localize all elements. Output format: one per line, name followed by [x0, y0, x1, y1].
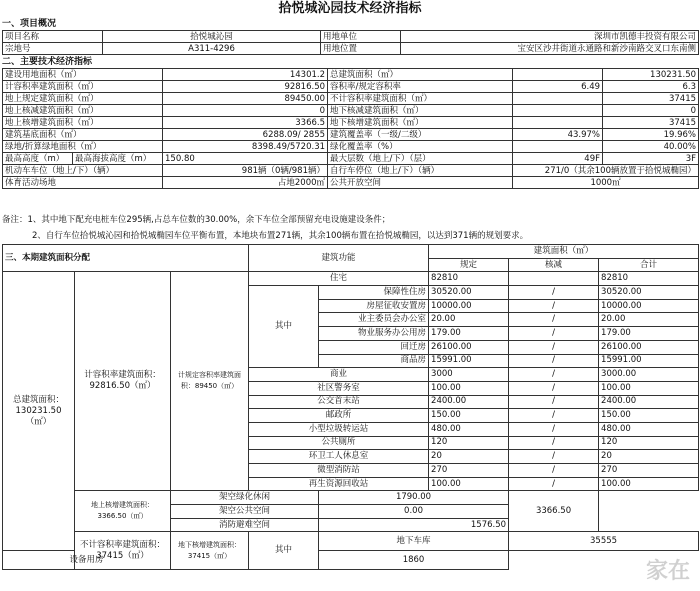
- item-name: 物业服务办公用房: [319, 327, 429, 341]
- watermark-logo: 家在: [645, 559, 690, 584]
- item-red: /: [509, 286, 599, 300]
- item-name: 地下车库: [319, 532, 509, 551]
- cell-label: 用地单位: [321, 31, 401, 43]
- item-total: 480.00: [599, 422, 699, 436]
- item-reg: 15991.00: [429, 354, 509, 368]
- item-total: 100.00: [599, 477, 699, 491]
- open-space-label: 公共开放空间: [328, 177, 513, 189]
- indicator-value: [513, 141, 603, 153]
- indicator-label: 总建筑面积（㎡）: [328, 69, 513, 81]
- indicator-value: [513, 69, 603, 81]
- item-name: 社区警务室: [249, 381, 429, 395]
- item-red: /: [509, 464, 599, 478]
- item-name: 房屋征收安置房: [319, 299, 429, 313]
- item-total: 179.00: [599, 327, 699, 341]
- qizhong-label: 其中: [249, 532, 319, 570]
- indicator-value: 3366.5: [163, 117, 328, 129]
- item-red: /: [509, 422, 599, 436]
- item-reg: 2400.00: [429, 395, 509, 409]
- item-red: /: [509, 299, 599, 313]
- indicator-label: 地下核减建筑面积（㎡）: [328, 105, 513, 117]
- item-red: /: [509, 368, 599, 382]
- item-name: 公共厕所: [249, 436, 429, 450]
- item-red: /: [509, 436, 599, 450]
- note-2: 2、自行车位拾悦城沁园和拾悦城椭园车位平衡布置，本地块布置271辆，其余100辆布置在拾悦城椭园，以达到371辆的规划要求。: [32, 231, 529, 241]
- item-reg: 3000: [429, 368, 509, 382]
- bike-parking-label: 自行车停位（地上/下）（辆）: [328, 165, 513, 177]
- item-value: 35555: [509, 532, 699, 551]
- total-area-label: 总建筑面积：130231.50（㎡）: [3, 272, 75, 551]
- regulated-label: 计规定容积率建筑面积：89450（㎡）: [171, 272, 249, 491]
- item-name: 商业: [249, 368, 429, 382]
- item-red: /: [509, 477, 599, 491]
- item-red: /: [509, 395, 599, 409]
- item-total: 15991.00: [599, 354, 699, 368]
- function-header: 建筑功能: [249, 245, 429, 272]
- technical-indicators-table: [2, 68, 699, 189]
- height-value: 150.80: [163, 153, 328, 165]
- item-reg: 480.00: [429, 422, 509, 436]
- indicator-value: 14301.2: [163, 69, 328, 81]
- increase-total: 3366.50: [509, 491, 599, 532]
- indicator-value: 8398.49/5720.31: [163, 141, 328, 153]
- indicator-value: 0: [163, 105, 328, 117]
- item-name: 小型垃圾转运站: [249, 422, 429, 436]
- item-reg: 100.00: [429, 381, 509, 395]
- indicator-value: 0: [603, 105, 699, 117]
- indicator-label: 绿地/折算绿地面积（㎡）: [3, 141, 163, 153]
- item-total: 20.00: [599, 313, 699, 327]
- item-total: 30520.00: [599, 286, 699, 300]
- item-name: 业主委员会办公室: [319, 313, 429, 327]
- item-reg: 179.00: [429, 327, 509, 341]
- item-name: 回迁房: [319, 340, 429, 354]
- area-distribution-table: [2, 244, 699, 570]
- parking-label: 机动车车位（地上/下）（辆）: [3, 165, 163, 177]
- height-label: 最高高度（m）: [3, 153, 73, 165]
- item-red: /: [509, 381, 599, 395]
- floors-above-value: 49F: [513, 153, 603, 165]
- item-red: /: [509, 313, 599, 327]
- indicator-value: 92816.50: [163, 81, 328, 93]
- section-1-heading: 一、项目概况: [2, 19, 57, 29]
- item-name: 架空公共空间: [171, 505, 319, 519]
- open-space-value: 1000㎡: [513, 177, 699, 189]
- parcel-no-value: A311-4296: [103, 43, 321, 55]
- residential-name: 住宅: [249, 272, 429, 286]
- indicator-value: 6.3: [603, 81, 699, 93]
- indicator-label: 地上规定建筑面积（㎡）: [3, 93, 163, 105]
- project-name-value: 拾悦城沁园: [103, 31, 321, 43]
- indicator-label: 地上核减建筑面积（㎡）: [3, 105, 163, 117]
- item-total: 20: [599, 450, 699, 464]
- qizhong-label: 其中: [249, 286, 319, 368]
- item-reg: 100.00: [429, 477, 509, 491]
- note-1: 备注：1、其中地下配充电桩车位295辆,占总车位数的30.00%，余下车位全部预留充电设施建设条件；: [2, 215, 391, 225]
- section-3-heading: 三、本期建筑面积分配: [3, 245, 249, 272]
- item-total: 120: [599, 436, 699, 450]
- increase-label: 地上核增建筑面积：3366.50（㎡）: [75, 491, 171, 532]
- item-total: 10000.00: [599, 299, 699, 313]
- indicator-value: 43.97%: [513, 129, 603, 141]
- nfa-label: 不计容积率建筑面积：37415（㎡）: [75, 532, 171, 570]
- indicator-label: 绿化覆盖率（%）: [328, 141, 513, 153]
- indicator-label: 地上核增建筑面积（㎡）: [3, 117, 163, 129]
- indicator-label: 地下核增建筑面积（㎡）: [328, 117, 513, 129]
- item-name: 商品房: [319, 354, 429, 368]
- indicator-value: 6.49: [513, 81, 603, 93]
- parking-value: 981辆（0辆/981辆）: [163, 165, 328, 177]
- item-red: /: [509, 409, 599, 423]
- indicator-label: 建筑覆盖率（一级/二级）: [328, 129, 513, 141]
- floors-below-value: 3F: [603, 153, 699, 165]
- item-name: 设备用房: [3, 551, 171, 570]
- item-name: 保障性住房: [319, 286, 429, 300]
- item-name: 再生资源回收站: [249, 477, 429, 491]
- area-header: 建筑面积（㎡）: [429, 245, 699, 259]
- item-red: /: [509, 340, 599, 354]
- indicator-label: 建筑基底面积（㎡）: [3, 129, 163, 141]
- land-unit-value: 深圳市凯德丰投资有限公司: [401, 31, 699, 43]
- reg-header: 规定: [429, 258, 509, 272]
- cell-label: 项目名称: [3, 31, 103, 43]
- item-name: 环卫工人休息室: [249, 450, 429, 464]
- fa-label: 计容积率建筑面积：92816.50（㎡）: [75, 272, 171, 491]
- indicator-value: 89450.00: [163, 93, 328, 105]
- indicator-value: 40.00%: [603, 141, 699, 153]
- cell-label: 用地位置: [321, 43, 401, 55]
- item-name: 邮政所: [249, 409, 429, 423]
- residential-red: [509, 272, 599, 286]
- item-reg: 150.00: [429, 409, 509, 423]
- item-value: 1576.50: [319, 518, 509, 532]
- item-total: 150.00: [599, 409, 699, 423]
- indicator-label: 计容积率建筑面积（㎡）: [3, 81, 163, 93]
- item-reg: 120: [429, 436, 509, 450]
- item-name: 架空绿化休闲: [171, 491, 319, 505]
- item-red: /: [509, 327, 599, 341]
- item-red: /: [509, 450, 599, 464]
- residential-total: 82810: [599, 272, 699, 286]
- item-name: 公交首末站: [249, 395, 429, 409]
- indicator-value: [513, 105, 603, 117]
- item-total: 100.00: [599, 381, 699, 395]
- item-name: 消防避难空间: [171, 518, 319, 532]
- land-location-value: 宝安区沙井街道永通路和新沙南路交叉口东南侧: [401, 43, 699, 55]
- item-total: 26100.00: [599, 340, 699, 354]
- indicator-value: 130231.50: [603, 69, 699, 81]
- item-reg: 30520.00: [429, 286, 509, 300]
- indicator-value: 37415: [603, 117, 699, 129]
- floors-label: 最大层数（地上/下）（层）: [328, 153, 513, 165]
- cell-label: 宗地号: [3, 43, 103, 55]
- indicator-value: 37415: [603, 93, 699, 105]
- item-reg: 26100.00: [429, 340, 509, 354]
- residential-reg: 82810: [429, 272, 509, 286]
- item-total: 270: [599, 464, 699, 478]
- item-value: 0.00: [319, 505, 509, 519]
- document-title: 拾悦城沁园技术经济指标: [278, 1, 422, 16]
- indicator-label: 不计容积率建筑面积（㎡）: [328, 93, 513, 105]
- indicator-value: 6288.09/ 2855: [163, 129, 328, 141]
- item-value: 1790.00: [319, 491, 509, 505]
- item-reg: 270: [429, 464, 509, 478]
- sports-label: 体育活动场地: [3, 177, 163, 189]
- indicator-label: 容积率/规定容积率: [328, 81, 513, 93]
- item-total: 3000.00: [599, 368, 699, 382]
- project-overview-table: [2, 30, 699, 55]
- indicator-value: 19.96%: [603, 129, 699, 141]
- sports-value: 占地2000㎡: [163, 177, 328, 189]
- section-2-heading: 二、主要技术经济指标: [2, 57, 93, 67]
- item-reg: 20.00: [429, 313, 509, 327]
- bike-parking-value: 271/0（其余100辆放置于拾悦城椭园）: [513, 165, 699, 177]
- item-total: 2400.00: [599, 395, 699, 409]
- indicator-value: [513, 93, 603, 105]
- item-value: 1860: [319, 551, 509, 570]
- item-reg: 10000.00: [429, 299, 509, 313]
- underground-label: 地下核增建筑面积：37415（㎡）: [171, 532, 249, 570]
- indicator-label: 建设用地面积（㎡）: [3, 69, 163, 81]
- item-reg: 20: [429, 450, 509, 464]
- total-header: 合计: [599, 258, 699, 272]
- altitude-label: 最高海拔高度（m）: [73, 153, 163, 165]
- item-name: 微型消防站: [249, 464, 429, 478]
- item-red: /: [509, 354, 599, 368]
- red-header: 核减: [509, 258, 599, 272]
- indicator-value: [513, 117, 603, 129]
